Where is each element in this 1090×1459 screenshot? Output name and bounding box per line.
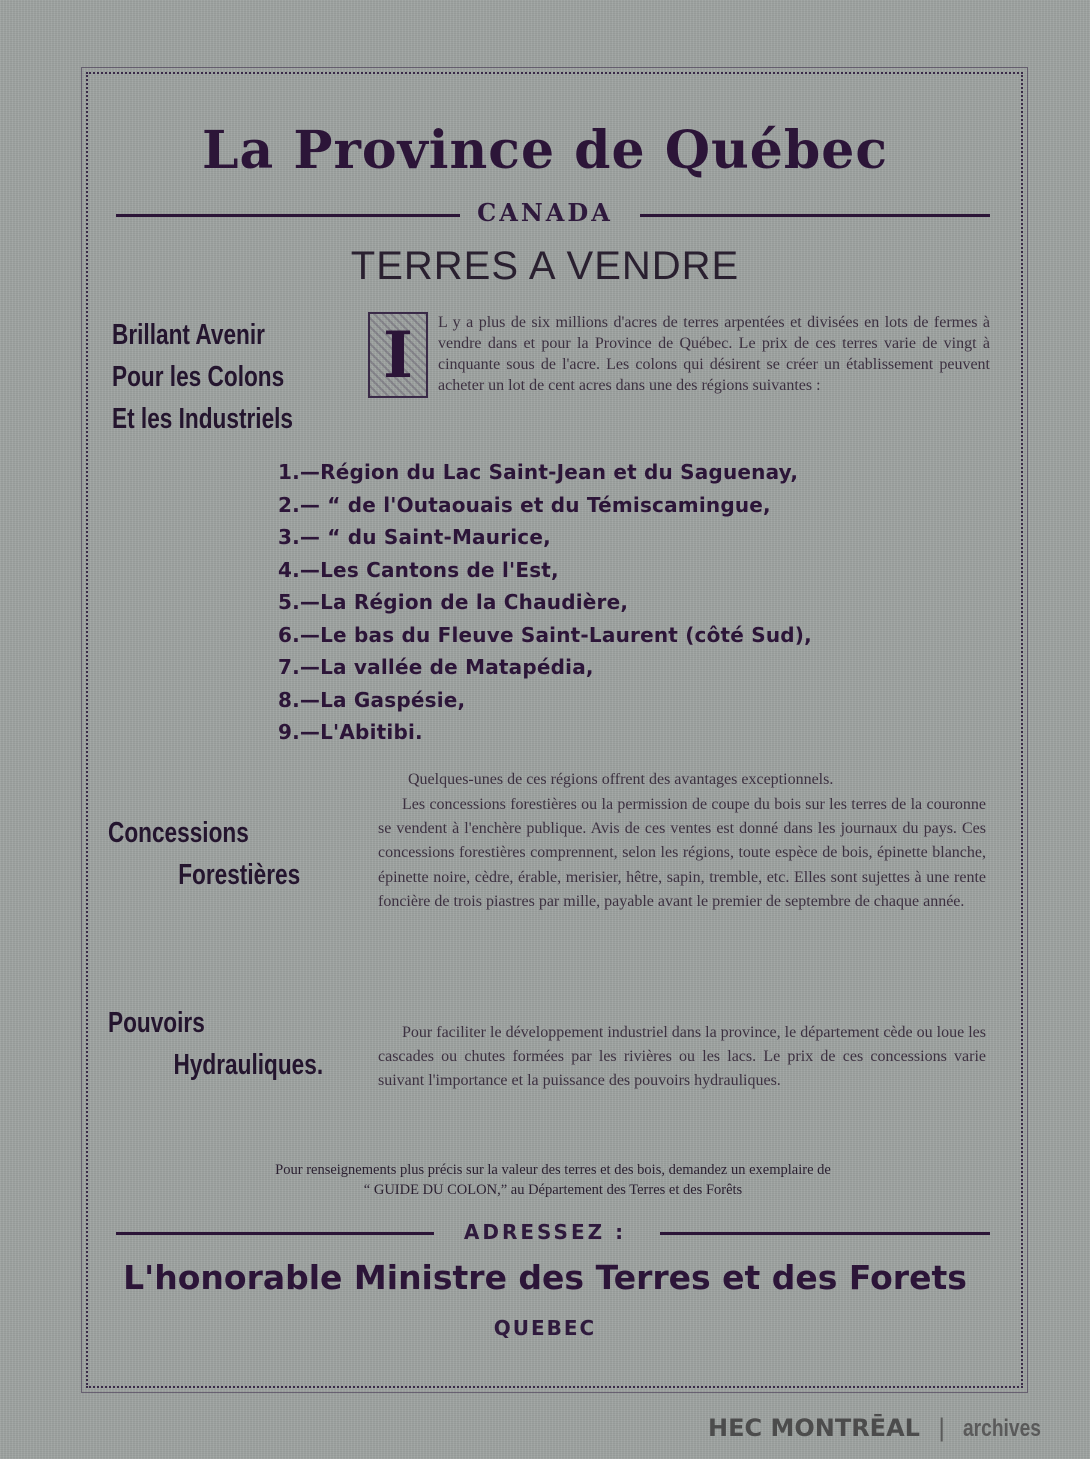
guide-note [120, 1160, 986, 1200]
side-heading-pouvoirs [108, 1002, 323, 1086]
recipient: L'honorable Ministre des Terres et des Forets [123, 1258, 967, 1297]
list-item: 1.—Région du Lac Saint-Jean et du Saguenay, [278, 460, 799, 484]
side-heading-line: Et les Industriels [112, 403, 294, 435]
archive-separator: | [937, 1414, 946, 1442]
side-heading-line: Concessions [108, 817, 249, 849]
country-label: CANADA [477, 198, 613, 227]
side-heading-concessions [108, 812, 300, 896]
archive-section: archives [963, 1415, 1042, 1442]
pouvoirs-paragraph: Pour faciliter le développement industriel dans la province, le département cède ou loue les cascades ou chutes formées par les rivières ou les lacs. Le prix de ces concessions varie suivant l'importance et la puissance des pouvoirs hydrauliques. [378, 1024, 986, 1090]
list-item: 4.—Les Cantons de l'Est, [278, 557, 559, 582]
page-title: La Province de Québec [201, 120, 888, 181]
list-item: 9.—L'Abitibi. [278, 720, 423, 744]
side-heading-line: Hydrauliques. [173, 1049, 324, 1081]
city: QUEBEC [493, 1316, 597, 1340]
side-heading-line: Pouvoirs [108, 1007, 205, 1039]
concessions-paragraph: Les concessions forestières ou la permission de coupe du bois sur les terres de la couronne se vendent à l'enchère publique. Avis de ces ventes est donné dans les journaux du pays. Ces concessions forestières comprennent, selon les régions, toute espèce de bois, épinette blanche, épinette noire, cèdre, érable, merisier, hêtre, sapin, tremble, etc. Elles sont sujettes à une rente foncière de trois piastres par mille, payable avant le premier de septembre de chaque année. [378, 796, 986, 910]
address-label: ADRESSEZ : [463, 1220, 627, 1244]
list-item: 7.—La vallée de Matapédia, [278, 655, 594, 679]
list-item: 2.— “ de l'Outaouais et du Témiscamingue, [278, 492, 771, 517]
region-list [278, 456, 812, 749]
list-item: 5.—La Région de la Chaudière, [278, 590, 629, 614]
side-heading-line: Forestières [178, 859, 301, 891]
avantages-paragraph: Quelques-unes de ces régions offrent des avantages exceptionnels. [408, 771, 834, 788]
intro-text: L y a plus de six millions d'acres de terres arpentées et divisées en lots de fermes à vendre dans et pour la Province de Québec. Le prix de ces terres varie de vingt à cinquante sous de l'acre. Les colons qui désirent se créer un établissement peuvent acheter un lot de cent acres dans une des régions suivantes : [438, 314, 990, 394]
intro-paragraph [368, 312, 990, 400]
archive-watermark [708, 1414, 1061, 1443]
list-item: 8.—La Gaspésie, [278, 687, 466, 712]
guide-note-line: Pour renseignements plus précis sur la valeur des terres et des bois, demandez un exemplaire de [275, 1162, 831, 1178]
list-item: 3.— “ du Saint-Maurice, [278, 525, 551, 549]
side-heading-line: Brillant Avenir [112, 319, 265, 351]
side-heading-line: Pour les Colons [112, 361, 285, 393]
side-heading-colons [112, 314, 293, 440]
list-item: 6.—Le bas du Fleuve Saint-Laurent (côté Sud), [278, 622, 812, 647]
guide-note-line: “ GUIDE DU COLON,” au Département des Terres et des Forêts [363, 1182, 743, 1198]
drop-cap: I [368, 312, 428, 398]
archive-brand: HEC MONTRĒAL [708, 1414, 920, 1442]
subtitle: TERRES A VENDRE [350, 244, 740, 288]
